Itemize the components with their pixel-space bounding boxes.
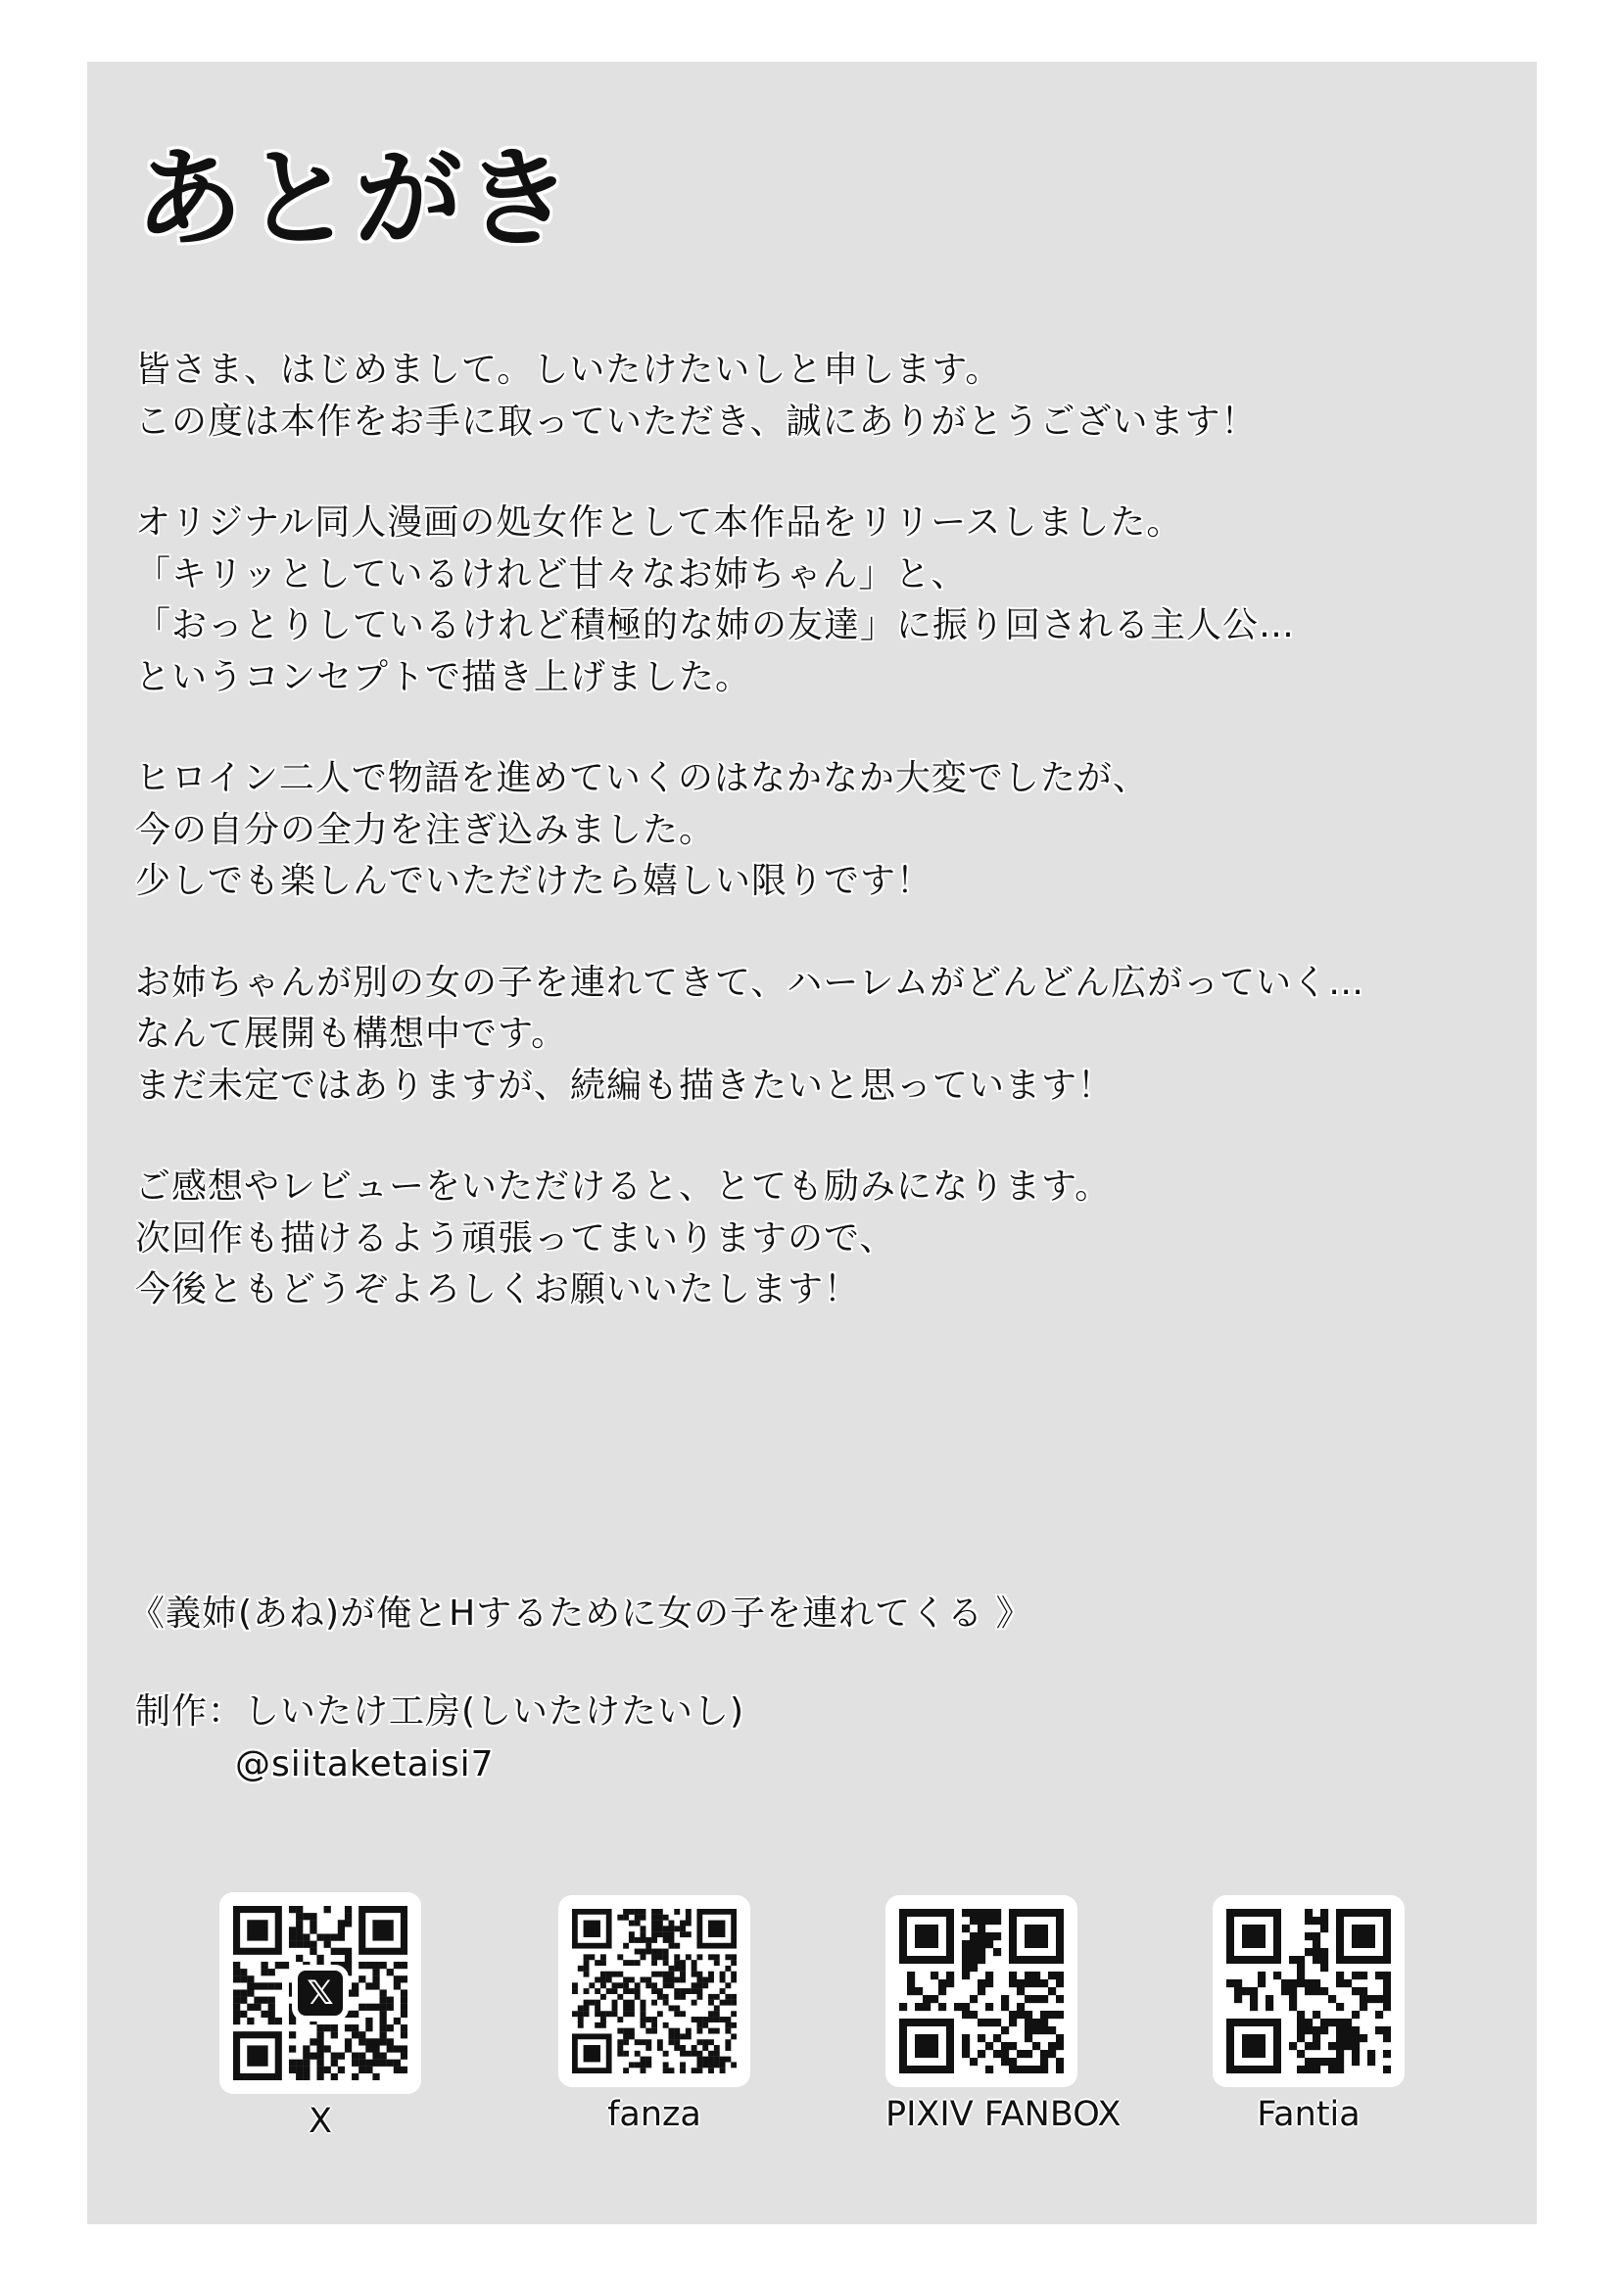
qr-code-icon[interactable] [219,1892,421,2094]
author-handle[interactable]: @siitaketaisi7 [235,1744,495,1784]
text-line: ヒロイン二人で物語を進めていくのはなかなか大変でしたが、 [135,758,1149,798]
page-title: あとがき [135,136,574,262]
text-line: 少しでも楽しんでいただけたら嬉しい限りです！ [135,861,933,901]
qr-label: PIXIV FANBOX [885,2095,1122,2134]
paragraph [135,753,1409,908]
qr-fanza[interactable] [558,1895,750,2134]
text-line: 今の自分の全力を注ぎ込みました。 [135,809,716,850]
qr-code-icon[interactable] [1213,1895,1405,2087]
x-logo-icon: 𝕏 [292,1965,349,2021]
qr-x[interactable] [219,1892,421,2141]
qr-label: Fantia [1257,2095,1361,2134]
text-line: 「キリッとしているけれど甘々なお姉ちゃん」と、 [135,553,968,595]
qr-code-icon[interactable] [885,1895,1077,2087]
text-line: なんて展開も構想中です。 [135,1014,568,1054]
text-line: オリジナル同人漫画の処女作として本作品をリリースしました。 [135,502,1183,543]
paragraph [135,498,1409,703]
text-line: この度は本作をお手に取っていただき、誠にありがとうございます！ [135,401,1258,442]
qr-pixiv-fanbox[interactable] [885,1895,1122,2134]
paragraph [135,1162,1409,1316]
qr-label: X [309,2102,332,2141]
text-line: まだ未定ではありますが、続編も描きたいと思っています！ [135,1065,1115,1106]
text-line: 次回作も描けるよう頑張ってまいりますので、 [135,1217,896,1259]
work-title: 《義姉(あね)が俺とHするために女の子を連れてくる 》 [129,1593,1032,1634]
paragraph [135,345,1409,448]
text-line: ご感想やレビューをいただけると、とても励みになります。 [135,1166,1112,1207]
text-line: というコンセプトで描き上げました。 [135,656,752,697]
text-line: お姉ちゃんが別の女の子を連れてきて、ハーレムがどんどん広がっていく… [135,962,1365,1003]
qr-code-icon[interactable] [558,1895,750,2087]
credit-line: 制作：しいたけ工房(しいたけたいし) [135,1691,745,1732]
paragraph [135,958,1409,1113]
text-line: 皆さま、はじめまして。しいたけたいしと申します。 [135,350,1002,390]
text-line: 今後ともどうぞよろしくお願いいたします！ [135,1269,861,1309]
qr-fantia[interactable] [1213,1895,1405,2134]
text-line: 「おっとりしているけれど積極的な姉の友達」に振り回される主人公… [135,605,1296,645]
qr-label: fanza [607,2095,701,2134]
afterword-body [135,345,1409,1366]
